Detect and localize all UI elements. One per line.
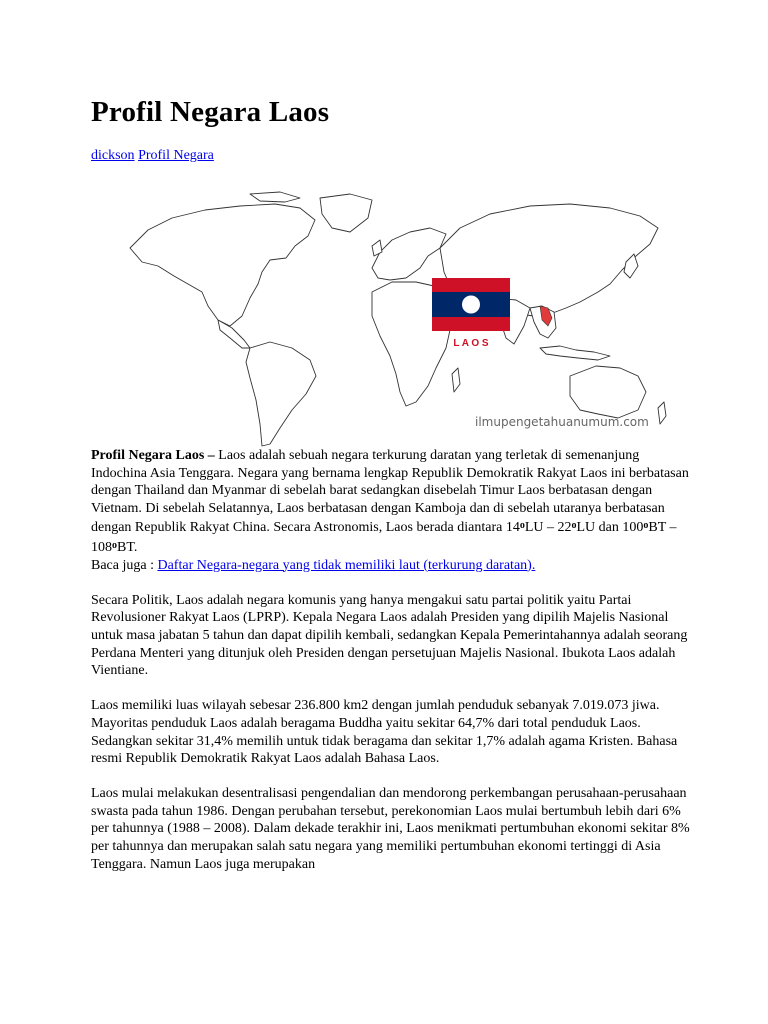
- madagascar-shape: [452, 368, 460, 392]
- europe-shape: [372, 228, 446, 280]
- degree-symbol: o: [571, 520, 577, 532]
- new-zealand-shape: [658, 402, 666, 424]
- central-america-shape: [218, 320, 250, 348]
- south-america-shape: [246, 342, 316, 446]
- lat2-unit: LU dan: [576, 520, 623, 536]
- lon2-unit: BT.: [117, 539, 138, 555]
- intro-lead: Profil Negara Laos –: [91, 448, 215, 463]
- world-map-image: [110, 188, 678, 450]
- article-body: [91, 447, 691, 891]
- australia-shape: [570, 366, 646, 418]
- degree-symbol: o: [643, 520, 649, 532]
- paragraph-politics: Secara Politik, Laos adalah negara komunis yang hanya mengakui satu partai politik yaitu Partai Revolusioner Rakyat Laos (LPRP). Kepala Negara Laos adalah Presiden yang dipilih Majelis Nasional untuk masa jabatan 5 tahun dan dapat dipilih kembali, sedangkan Kepala Pemerintahannya adalah seorang Perdana Menteri yang ditunjuk oleh Presiden dengan persetujuan Majelis Nasional. Ibukota Laos adalah Vientiane.: [91, 592, 688, 679]
- paragraph-economy: Laos mulai melakukan desentralisasi pengendalian dan mendorong perkembangan perusahaan-perusahaan swasta pada tahun 1986. Dengan perubahan tersebut, perekonomian Laos mulai bertumbuh lebih dari 6% per tahunnya (1988 – 2008). Dalam dekade terakhir ini, Laos menikmati pertumbuhan ekonomi sekitar 8% per tahunnya dan merupakan salah satu negara yang memiliki pertumbuhan ekonomi tertinggi di Asia Tenggara. Namun Laos juga merupakan: [91, 786, 690, 872]
- north-america-shape: [130, 204, 315, 326]
- degree-symbol: o: [519, 520, 525, 532]
- lon1-value: 100: [622, 520, 644, 536]
- see-also-link[interactable]: Daftar Negara-negara yang tidak memiliki laut (terkurung daratan).: [157, 557, 536, 573]
- laos-flag: [432, 278, 510, 331]
- author-link[interactable]: dickson: [91, 148, 135, 163]
- degree-symbol: o: [112, 539, 117, 551]
- paragraph-demographics: Laos memiliki luas wilayah sebesar 236.800 km2 dengan jumlah penduduk sebanyak 7.019.073 jiwa. Mayoritas penduduk Laos adalah beragama Buddha yaitu sekitar 64,7% dari total penduduk Laos. Sedangkan sekitar 31,4% memilih untuk tidak beragama dan sekitar 1,7% adalah agama Kristen. Bahasa resmi Republik Demokratik Rakyat Laos adalah Bahasa Laos.: [91, 698, 678, 767]
- lat2-value: 22: [557, 520, 572, 536]
- arctic-islands-shape: [250, 192, 300, 202]
- see-also-label: Baca juga :: [91, 557, 158, 573]
- byline: [91, 148, 214, 164]
- category-link[interactable]: Profil Negara: [138, 148, 214, 163]
- indonesia-shape: [540, 346, 610, 360]
- map-watermark: ilmupengetahuanumum.com: [475, 415, 649, 429]
- flag-label: L A O S: [453, 338, 489, 349]
- intro-text: Laos adalah sebuah negara terkurung daratan yang terletak di semenanjung Indochina Asia Tenggara. Negara yang bernama lengkap Republik Demokratik Rakyat Laos ini berbatasan dengan Thailand dan Myanmar di sebelah barat sedangkan disebelah Timur Laos berbatasan dengan Vietnam. Di sebelah Selatannya, Laos berbatasan dengan Kamboja dan di sebelah utaranya berbatasan dengan Republik Rakyat China. Secara Astronomis, Laos berada diantara: [91, 448, 689, 536]
- page-title: Profil Negara Laos: [91, 96, 330, 128]
- lat1-unit: LU –: [524, 520, 558, 536]
- lon2-value: 108: [91, 539, 112, 555]
- lat1-value: 14: [505, 520, 520, 536]
- greenland-shape: [320, 194, 372, 232]
- lon1-unit: BT –: [648, 520, 677, 536]
- paragraph-intro: [91, 447, 691, 574]
